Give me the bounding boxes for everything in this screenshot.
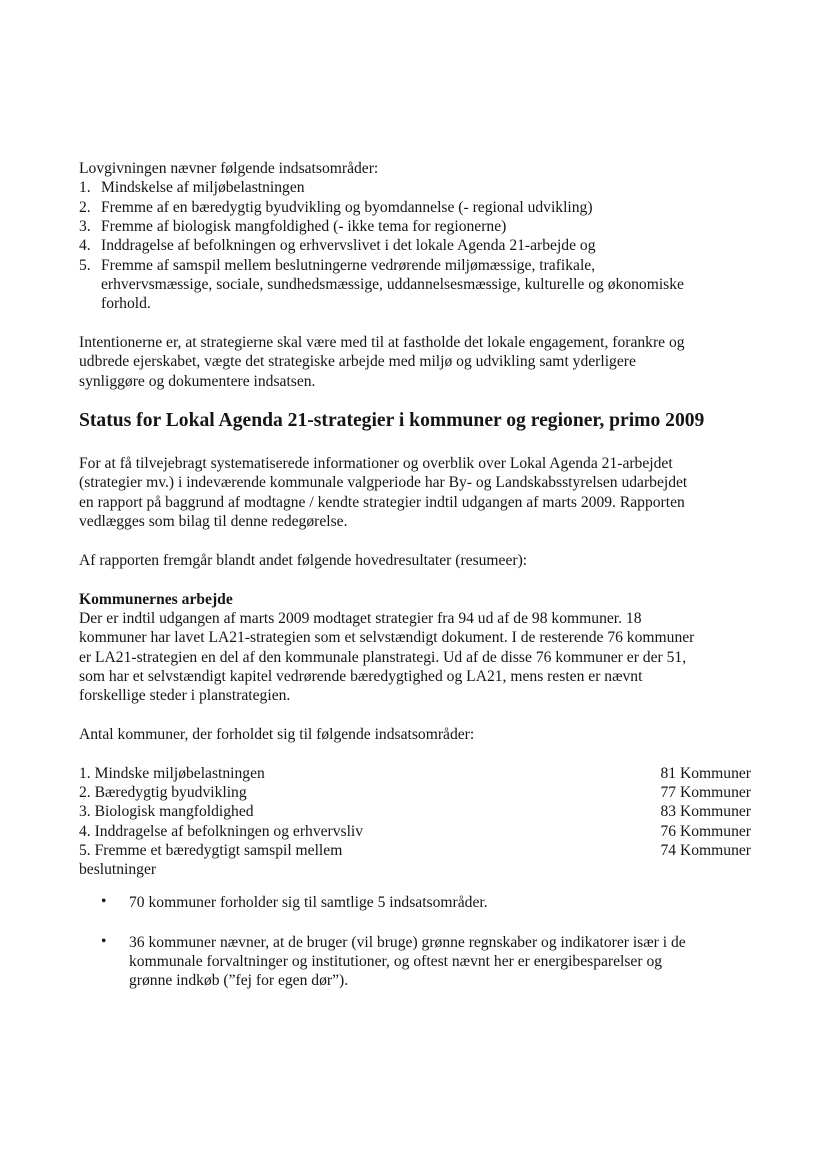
area-label: 4. Inddragelse af befolkningen og erhvervsliv: [79, 823, 364, 840]
list-number: 2.: [79, 199, 91, 216]
list-number: 1.: [79, 179, 91, 196]
intentions-line: Intentionerne er, at strategierne skal være med til at fastholde det lokale engagement, forankre og: [79, 334, 685, 351]
para3-line: Der er indtil udgangen af marts 2009 modtaget strategier fra 94 ud af de 98 kommuner. 18: [79, 610, 642, 627]
area-label: 3. Biologisk mangfoldighed: [79, 803, 254, 820]
area-label: 5. Fremme et bæredygtigt samspil mellem: [79, 842, 343, 859]
area-label: 2. Bæredygtig byudvikling: [79, 784, 247, 801]
list-text: Fremme af samspil mellem beslutningerne vedrørende miljømæssige, trafikale,: [101, 257, 596, 274]
intentions-line: udbrede ejerskabet, vægte det strategiske arbejde med miljø og udvikling samt yderligere: [79, 353, 636, 370]
list-number: 4.: [79, 237, 91, 254]
area-count: 76 Kommuner: [660, 823, 751, 840]
para3-line: som har et selvstændigt kapitel vedrørende bæredygtighed og LA21, mens resten er nævnt: [79, 668, 643, 685]
area-count: 83 Kommuner: [660, 803, 751, 820]
list-text: Fremme af en bæredygtig byudvikling og byomdannelse (- regional udvikling): [101, 199, 593, 216]
area-label-continuation: beslutninger: [79, 861, 157, 878]
bullet-text: 36 kommuner nævner, at de bruger (vil bruge) grønne regnskaber og indikatorer især i de: [129, 934, 686, 951]
para3-line: kommuner har lavet LA21-strategien som et selvstændigt dokument. I de resterende 76 kommuner: [79, 629, 695, 646]
list-number: 3.: [79, 218, 91, 235]
para3-line: forskellige steder i planstrategien.: [79, 687, 291, 704]
bullet-icon: •: [101, 933, 107, 950]
para1-line: (strategier mv.) i indeværende kommunale valgperiode har By- og Landskabsstyrelsen udarbejdet: [79, 474, 688, 491]
intro-item-2: [79, 198, 593, 218]
intentions-line: synliggøre og dokumentere indsatsen.: [79, 373, 316, 390]
para4: Antal kommuner, der forholdet sig til følgende indsatsområder:: [79, 726, 475, 743]
para2: Af rapporten fremgår blandt andet følgende hovedresultater (resumeer):: [79, 552, 528, 569]
para3-line: er LA21-strategien en del af den kommunale planstrategi. Ud af de disse 76 kommuner er der 51,: [79, 649, 687, 666]
intro-item-5-cont: erhvervsmæssige, sociale, sundhedsmæssige, uddannelsesmæssige, kulturelle og økonomiske: [101, 276, 684, 293]
list-number: 5.: [79, 257, 91, 274]
bullet-text: grønne indkøb (”fej for egen dør”).: [129, 972, 349, 989]
intro-item-1: [79, 178, 305, 198]
para1-line: vedlægges som bilag til denne redegørelse.: [79, 513, 348, 530]
list-text: Fremme af biologisk mangfoldighed (- ikke tema for regionerne): [101, 218, 507, 235]
area-count: 74 Kommuner: [660, 842, 751, 859]
intro-item-5-cont: forhold.: [101, 295, 151, 312]
intro-item-4: [79, 236, 596, 256]
bullet-text: kommunale forvaltninger og institutioner, og oftest nævnt her er energibesparelser og: [129, 953, 663, 970]
list-text: Inddragelse af befolkningen og erhvervslivet i det lokale Agenda 21-arbejde og: [101, 237, 596, 254]
intro-item-5: [79, 256, 595, 276]
para1-line: en rapport på baggrund af modtagne / kendte strategier indtil udgangen af marts 2009. Rapporten: [79, 494, 685, 511]
section-heading: Status for Lokal Agenda 21-strategier i kommuner og regioner, primo 2009: [79, 410, 705, 431]
intro-item-3: [79, 217, 506, 237]
area-count: 77 Kommuner: [660, 784, 751, 801]
area-label: 1. Mindske miljøbelastningen: [79, 765, 265, 782]
para1-line: For at få tilvejebragt systematiserede informationer og overblik over Lokal Agenda 21-arbejdet: [79, 455, 673, 472]
list-text: Mindskelse af miljøbelastningen: [101, 179, 305, 196]
subheading: Kommunernes arbejde: [79, 591, 233, 608]
bullet-icon: •: [101, 893, 107, 910]
area-count: 81 Kommuner: [660, 765, 751, 782]
bullet-text: 70 kommuner forholder sig til samtlige 5 indsatsområder.: [129, 894, 488, 911]
intro-lead: Lovgivningen nævner følgende indsatsområder:: [79, 160, 379, 177]
